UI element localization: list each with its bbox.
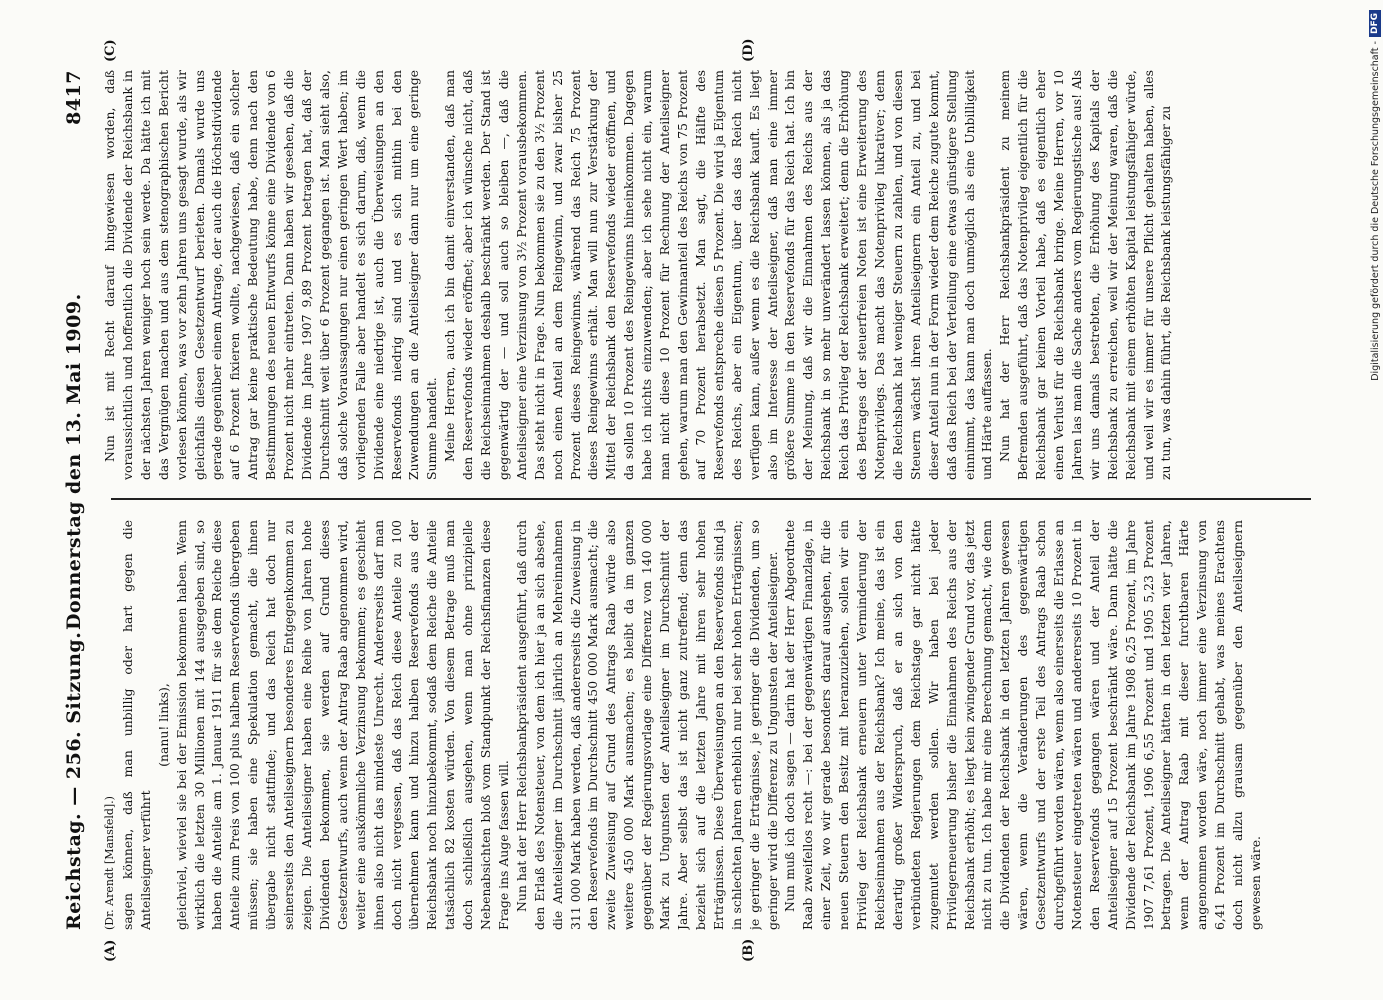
column-divider xyxy=(111,499,1311,501)
paragraph: Nun ist mit Recht darauf hingewiesen worden, daß voraussichtlich und hoffentlich die Dividende der Reichsbank in der nächsten Jahren weniger hoch sein werde. Da hätte ich mit das Vergnügen machen und aus dem stenographischen Bericht vorlesen können, was vor zehn Jahren uns gesagt wurde, als wir gleichfalls diesen Gesetzentwurf berieten. Damals wurde uns gerade gegenüber einem Antrage, der auch die Höchstdividende auf 6 Prozent fixieren wollte, nachgewiesen, daß ein solcher Antrag gar keine praktische Bedeutung habe, denn nach den Bestimmungen des neuen Entwurfs könne eine Dividende von 6 Prozent nicht mehr eintreten. Dann haben wir gesehen, daß die Dividende im Jahre 1907 9,89 Prozent betragen hat, daß der Durchschnitt weit über 6 Prozent gegangen ist. Man sieht also, daß solche Voraussagungen nur einen geringen Wert haben; im vorliegenden Falle aber handelt es sich darum, daß, wenn die Dividende eine niedrige ist, auch die Überweisungen an den Reservefonds niedrig sind und es sich mithin bei den Zuwendungen an die Anteilseigner dann nur um eine geringe Summe handelt. xyxy=(102,70,440,480)
paragraph: Nun muß ich doch sagen — darin hat der Herr Abgeordnete Raab zweifellos recht —: bei der gegenwärtigen Finanzlage, in einer Zeit, wo wir gerade besonders darauf ausgehen, für die neuen Steuern den Besitz mit heranzuziehen, sollen wir ein Privileg der Reichsbank erneuern unter Verminderung der Reichseinnahmen aus der Reichsbank? Ich meine, das ist ein derartig großer Widerspruch, daß er an sich von den verbündeten Regierungen dem Reichstage gar nicht hätte zugemutet werden sollen. Wir haben bei jeder Privilegerneuerung bisher die Einnahmen des Reichs aus der Reichsbank erhöht; es liegt kein zwingender Grund vor, das jetzt nicht zu tun. Ich habe mir eine Berechnung gemacht, wie denn die Dividenden der Reichsbank in den letzten Jahren gewesen wären, wenn die Veränderungen des gegenwärtigen Gesetzentwurfs und der erste Teil des Antrags Raab schon durchgeführt worden wären, wenn also einerseits die Erlasse an Notensteuer eingetreten wären und andererseits 10 Prozent in den Reservefonds gegangen wären und der Anteil der Anteilseigner auf 15 Prozent beschränkt wäre. Dann hätte die Dividende der Reichsbank im Jahre 1908 6,25 Prozent, im Jahre 1907 7,61 Prozent, 1906 6,55 Prozent und 1905 5,23 Prozent betragen. Die Anteilseigner hätten in den letzten vier Jahren, wenn der Antrag Raab mit dieser furchtbaren Härte angenommen worden wäre, noch immer eine Verzinsung von 6,41 Prozent im Durchschnitt gehabt, was meines Erachtens doch nicht allzu grausam gegenüber den Anteilseignern gewesen wäre. xyxy=(782,520,1263,930)
margin-marker-c: (C) xyxy=(103,39,118,62)
paragraph: Meine Herren, auch ich bin damit einverstanden, daß man den Reservefonds wieder eröffnet; aber ich wünsche nicht, daß die Reichseinnahmen deshalb beschränkt werden. Der Stand ist gegenwärtig der — und soll auch so bleiben —, daß die Anteilseigner eine Verzinsung von 3½ Prozent vorausbekommen. Das steht nicht in Frage. Nun bekommen sie zu den 3½ Prozent noch einen Anteil an dem Reingewinn, und zwar bisher 25 Prozent dieses Reingewinns, während das Reich 75 Prozent dieses Reingewinns erhält. Man will nun zur Verstärkung der Mittel der Reichsbank den Reservefonds wieder eröffnen, und da sollen 10 Prozent des Reingewinns hineinkommen. Dagegen habe ich nichts einzuwenden; aber ich sehe nicht ein, warum man nicht diese 10 Prozent für Rechnung der Anteilseigner gehen, warum man den Gewinnanteil des Reichs von 75 Prozent auf 70 Prozent herabsetzt. Man sagt, die Hälfte des Reservefonds entspreche diesen 5 Prozent. Die wird ja Eigentum des Reichs, aber ein Eigentum, über das das Reich nicht verfügen kann, außer wenn es die Reichsbank kauft. Es liegt also im Interesse der Anteilseigner, daß man eine immer größere Summe in den Reservefonds für das Reich hat. Ich bin der Meinung, daß wir die Einnahmen des Reichs aus der Reichsbank in so mehr unverändert lassen können, als ja das Reich das Privileg der Reichsbank erweitert; denn die Erhöhung des Betrages der steuerfreien Noten ist eine Erweiterung des Notenprivilegs. Das macht das Notenprivileg lukrativer; denn die Reichsbank hat weniger Steuern zu zahlen, und von diesen Steuern wächst ihren Anteilseignern ein Anteil zu, und bei dieser Anteil nun in der Form wieder dem Reiche zugute kommt, daß das Reich bei der Verteilung eine etwas günstigere Stellung einnimmt, das kann man doch unmöglich als eine Unbilligkeit und Härte auffassen. xyxy=(442,70,995,480)
paragraph: sagen können, daß man unbillig oder hart gegen die Anteilseigner verführt xyxy=(119,520,153,930)
digitization-credit xyxy=(1368,10,1382,990)
newspaper-page xyxy=(41,30,1331,970)
interjection: (nanu! links), xyxy=(155,683,171,767)
margin-marker-a: (A) xyxy=(103,939,118,962)
header-left: Reichstag. — 256. Sitzung. xyxy=(63,631,85,930)
paragraph: Nun hat der Herr Reichsbankpräsident zu meinem Befremden ausgeführt, daß das Notenprivileg eigentlich für die Reichsbank gar keinen Vorteil habe, daß es eigentlich eher einen Verlust für die Reichsbank bringe. Meine Herren, vor 10 Jahren las man die Sache anders vom Regierungstische aus! Als wir uns damals bestrebten, die Erhöhung des Kapitals der Reichsbank zu erreichen, weil wir der Meinung waren, daß die Reichsbank mit einem erhöhten Kapital leistungsfähiger würde, und weil wir es immer für unsere Pflicht gehalten haben, alles zu tun, was dahin führt, die Reichsbank leistungsfähiger zu xyxy=(997,70,1174,480)
margin-marker-b: (B) xyxy=(741,938,756,962)
dfg-logo: DFG xyxy=(1369,10,1381,37)
speaker-label: (Dr. Arendt [Mansfeld].) xyxy=(103,796,116,930)
page-header xyxy=(63,70,93,930)
paragraph: gleichviel, wieviel sie bei der Emission bekommen haben. Wenn wirklich die letzten 30 Millionen mit 144 ausgegeben sind, so haben die Anteile am 1. Januar 1911 für sie dem Reiche diese Anteile zum Preis von 100 plus halbem Reservefonds übergeben müssen; sie haben eine Spekulation gemacht, die ihnen übergabe nicht stattfinde; und das Reich hat doch nur seinerseits den Anteilseignern besonderes Entgegenkommen zu zeigen. Die Anteilseigner haben eine Reihe von Jahren hohe Dividenden bekommen, sie werden auf Grund dieses Gesetzentwurfs, auch wenn der Antrag Raab angenommen wird, weiter eine auskömmliche Verzinsung bekommen; es geschieht ihnen also nicht das mindeste Unrecht. Andererseits darf man doch nicht vergessen, daß das Reich diese Anteile zu 100 übernehmen kann und hinzu halben Reservefonds aus der Reichsbank noch hinzubekommt, sodaß dem Reiche die Anteile tatsächlich 82 kosten würden. Von diesem Betrage muß man doch schließlich ausgehen, wenn man ohne prinzipielle Nebenabsichten bloß vom Standpunkt der Reichsfinanzen diese Frage ins Auge fassen will. xyxy=(173,520,511,930)
credit-text: Digitalisierung gefördert durch die Deutsche Forschungsgemeinschaft - xyxy=(1369,41,1381,381)
page-number: 8417 xyxy=(63,70,85,125)
paragraph: Nun hat der Herr Reichsbankpräsident ausgeführt, daß durch den Erlaß des Notensteuer, von dem ich hier ja an sich absehe, die Anteilseigner im Durchschnitt jährlich an Mehreinnahmen 311 000 Mark haben werden, daß andererseits die Zuweisung in den Reservefonds im Durchschnitt 450 000 Mark ausmacht; die zweite Zuweisung auf Grund des Antrags Raab würde also weitere 450 000 Mark ausmachen; es bleibt da im ganzen gegenüber der Regierungsvorlage eine Differenz von 140 000 Mark zu Ungunsten der Anteilseigner im Durchschnitt der Jahre. Aber selbst das ist nicht ganz zutreffend; denn das bezieht sich auf die letzten Jahre mit ihren sehr hohen Erträgnissen. Diese Überweisungen an den Reservefonds sind ja in schlechten Jahren erheblich nur bei sehr hohen Erträgnissen; je geringer die Erträgnisse, je geringer die Dividenden, um so geringer wird die Differenz zu Ungunsten der Anteilseigner. xyxy=(513,520,780,930)
right-column xyxy=(101,70,1311,480)
header-date: Donnerstag den 13. Mai 1909. xyxy=(63,293,85,630)
margin-marker-d: (D) xyxy=(741,38,756,62)
left-column xyxy=(101,520,1311,930)
